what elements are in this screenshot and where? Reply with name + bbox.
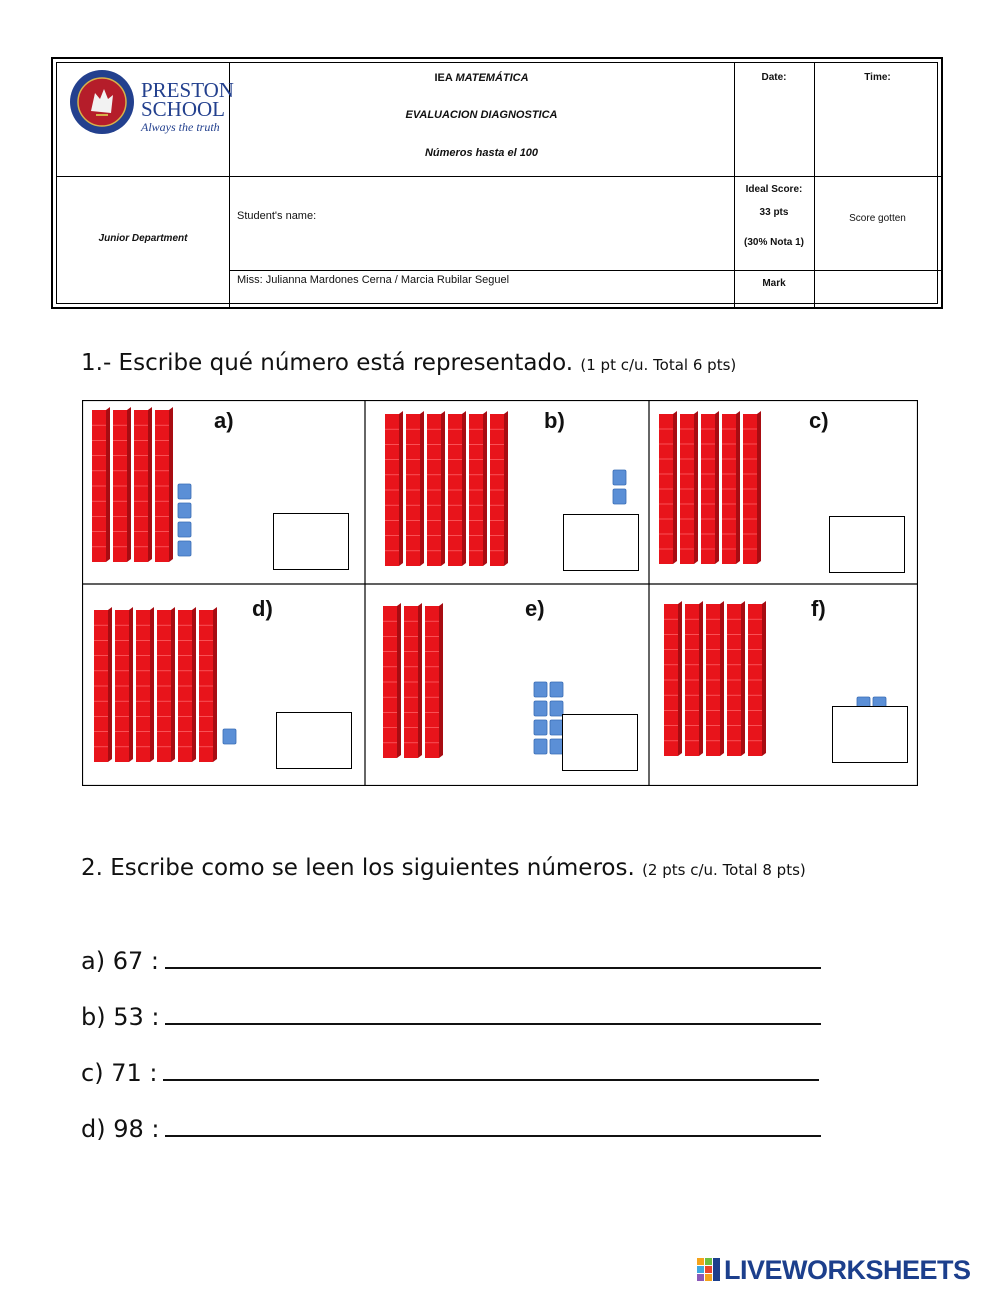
ten-rod — [685, 601, 703, 756]
ten-rod — [115, 607, 133, 762]
base-ten-grid — [82, 400, 918, 786]
block-cell — [365, 584, 649, 786]
score-gotten-label: Score gotten — [849, 213, 906, 224]
ten-rod — [136, 607, 154, 762]
unit-cube — [178, 522, 191, 537]
ten-rod — [178, 607, 196, 762]
block-cell — [82, 400, 365, 584]
school-motto: Always the truth — [141, 120, 220, 134]
answer-box-a[interactable] — [273, 513, 349, 570]
ten-rod — [664, 601, 682, 756]
ten-rod — [448, 411, 466, 566]
answer-box-e[interactable] — [562, 714, 638, 771]
item-label: c) — [809, 408, 829, 433]
school-name-line-1: PRESTON — [141, 78, 234, 102]
ten-rod — [113, 407, 131, 562]
unit-cube — [613, 470, 626, 485]
evaluation-title: EVALUACION DIAGNOSTICA — [405, 109, 558, 121]
ten-rod — [406, 411, 424, 566]
ten-rod — [134, 407, 152, 562]
block-cell — [649, 400, 918, 584]
item-label: f) — [811, 596, 826, 621]
item-label: d) — [252, 596, 273, 621]
ten-rod — [385, 411, 403, 566]
ten-rod — [706, 601, 724, 756]
header-divider — [229, 270, 941, 271]
ten-rod — [659, 411, 677, 564]
ten-rod — [383, 603, 401, 758]
ten-rod — [157, 607, 175, 762]
answer-line-b[interactable] — [165, 1003, 821, 1025]
question-2-points: (2 pts c/u. Total 8 pts) — [642, 861, 806, 879]
header-table — [51, 57, 943, 309]
school-name — [141, 78, 234, 121]
unit-cube — [550, 682, 563, 697]
ten-rod — [92, 407, 110, 562]
answer-box-c[interactable] — [829, 516, 905, 573]
reading-item-label: c) 71 : — [81, 1059, 158, 1087]
answer-box-d[interactable] — [276, 712, 352, 769]
answer-line-c[interactable] — [163, 1059, 819, 1081]
ten-rod — [427, 411, 445, 566]
ten-rod — [722, 411, 740, 564]
question-2-title — [81, 855, 806, 881]
ideal-score-note: (30% Nota 1) — [743, 237, 804, 248]
date-label: Date: — [761, 72, 787, 83]
reading-item-c — [81, 1059, 819, 1087]
reading-item-a — [81, 947, 821, 975]
unit-cube — [223, 729, 236, 744]
unit-cube — [534, 720, 547, 735]
liveworksheets-brand: LIVEWORKSHEETS — [724, 1255, 971, 1285]
item-label: e) — [525, 596, 545, 621]
header-divider — [57, 176, 941, 177]
school-logo — [69, 69, 233, 139]
teachers-label: Miss: Julianna Mardones Cerna / Marcia Rubilar Seguel — [237, 274, 510, 286]
answer-box-f[interactable] — [832, 706, 908, 763]
unit-cube — [534, 701, 547, 716]
ten-rod — [469, 411, 487, 566]
ten-rod — [743, 411, 761, 564]
ten-rod — [701, 411, 719, 564]
time-label: Time: — [864, 72, 891, 83]
answer-line-a[interactable] — [165, 947, 821, 969]
unit-cube — [534, 739, 547, 754]
question-1-text: 1.- Escribe qué número está representado. — [81, 350, 574, 376]
subject-prefix: IEA — [434, 72, 456, 84]
student-name-label: Student's name: — [237, 210, 317, 222]
question-1-points: (1 pt c/u. Total 6 pts) — [580, 356, 737, 374]
ten-rod — [155, 407, 173, 562]
ideal-score-label: Ideal Score: — [745, 184, 803, 195]
block-cell — [649, 584, 918, 786]
ten-rod — [425, 603, 443, 758]
reading-item-d — [81, 1115, 821, 1143]
ten-rod — [748, 601, 766, 756]
liveworksheets-icon — [697, 1258, 721, 1282]
unit-cube — [178, 541, 191, 556]
ten-rod — [680, 411, 698, 564]
ten-rod — [727, 601, 745, 756]
ideal-score-value: 33 pts — [759, 207, 789, 218]
answer-line-d[interactable] — [165, 1115, 821, 1137]
reading-item-b — [81, 1003, 821, 1031]
mark-label: Mark — [762, 278, 786, 289]
question-2-text: 2. Escribe como se leen los siguientes números. — [81, 855, 635, 881]
block-cell — [82, 584, 365, 786]
school-name-line-2: SCHOOL — [141, 97, 226, 121]
item-label: a) — [214, 408, 234, 433]
question-1-title — [81, 350, 736, 376]
unit-cube — [613, 489, 626, 504]
reading-item-label: b) 53 : — [81, 1003, 160, 1031]
unit-cube — [534, 682, 547, 697]
item-label: b) — [544, 408, 565, 433]
reading-item-label: a) 67 : — [81, 947, 159, 975]
subject-title — [229, 72, 734, 84]
ten-rod — [490, 411, 508, 566]
ten-rod — [199, 607, 217, 762]
subject-name: MATEMÁTICA — [455, 72, 529, 84]
ten-rod — [94, 607, 112, 762]
reading-item-label: d) 98 : — [81, 1115, 160, 1143]
header-table-inner — [56, 62, 938, 304]
block-cell — [365, 400, 649, 584]
unit-cube — [178, 484, 191, 499]
answer-box-b[interactable] — [563, 514, 639, 571]
department-label: Junior Department — [98, 233, 188, 244]
school-crest-icon — [69, 69, 135, 135]
ten-rod — [404, 603, 422, 758]
unit-cube — [178, 503, 191, 518]
topic-title: Números hasta el 100 — [424, 147, 539, 159]
